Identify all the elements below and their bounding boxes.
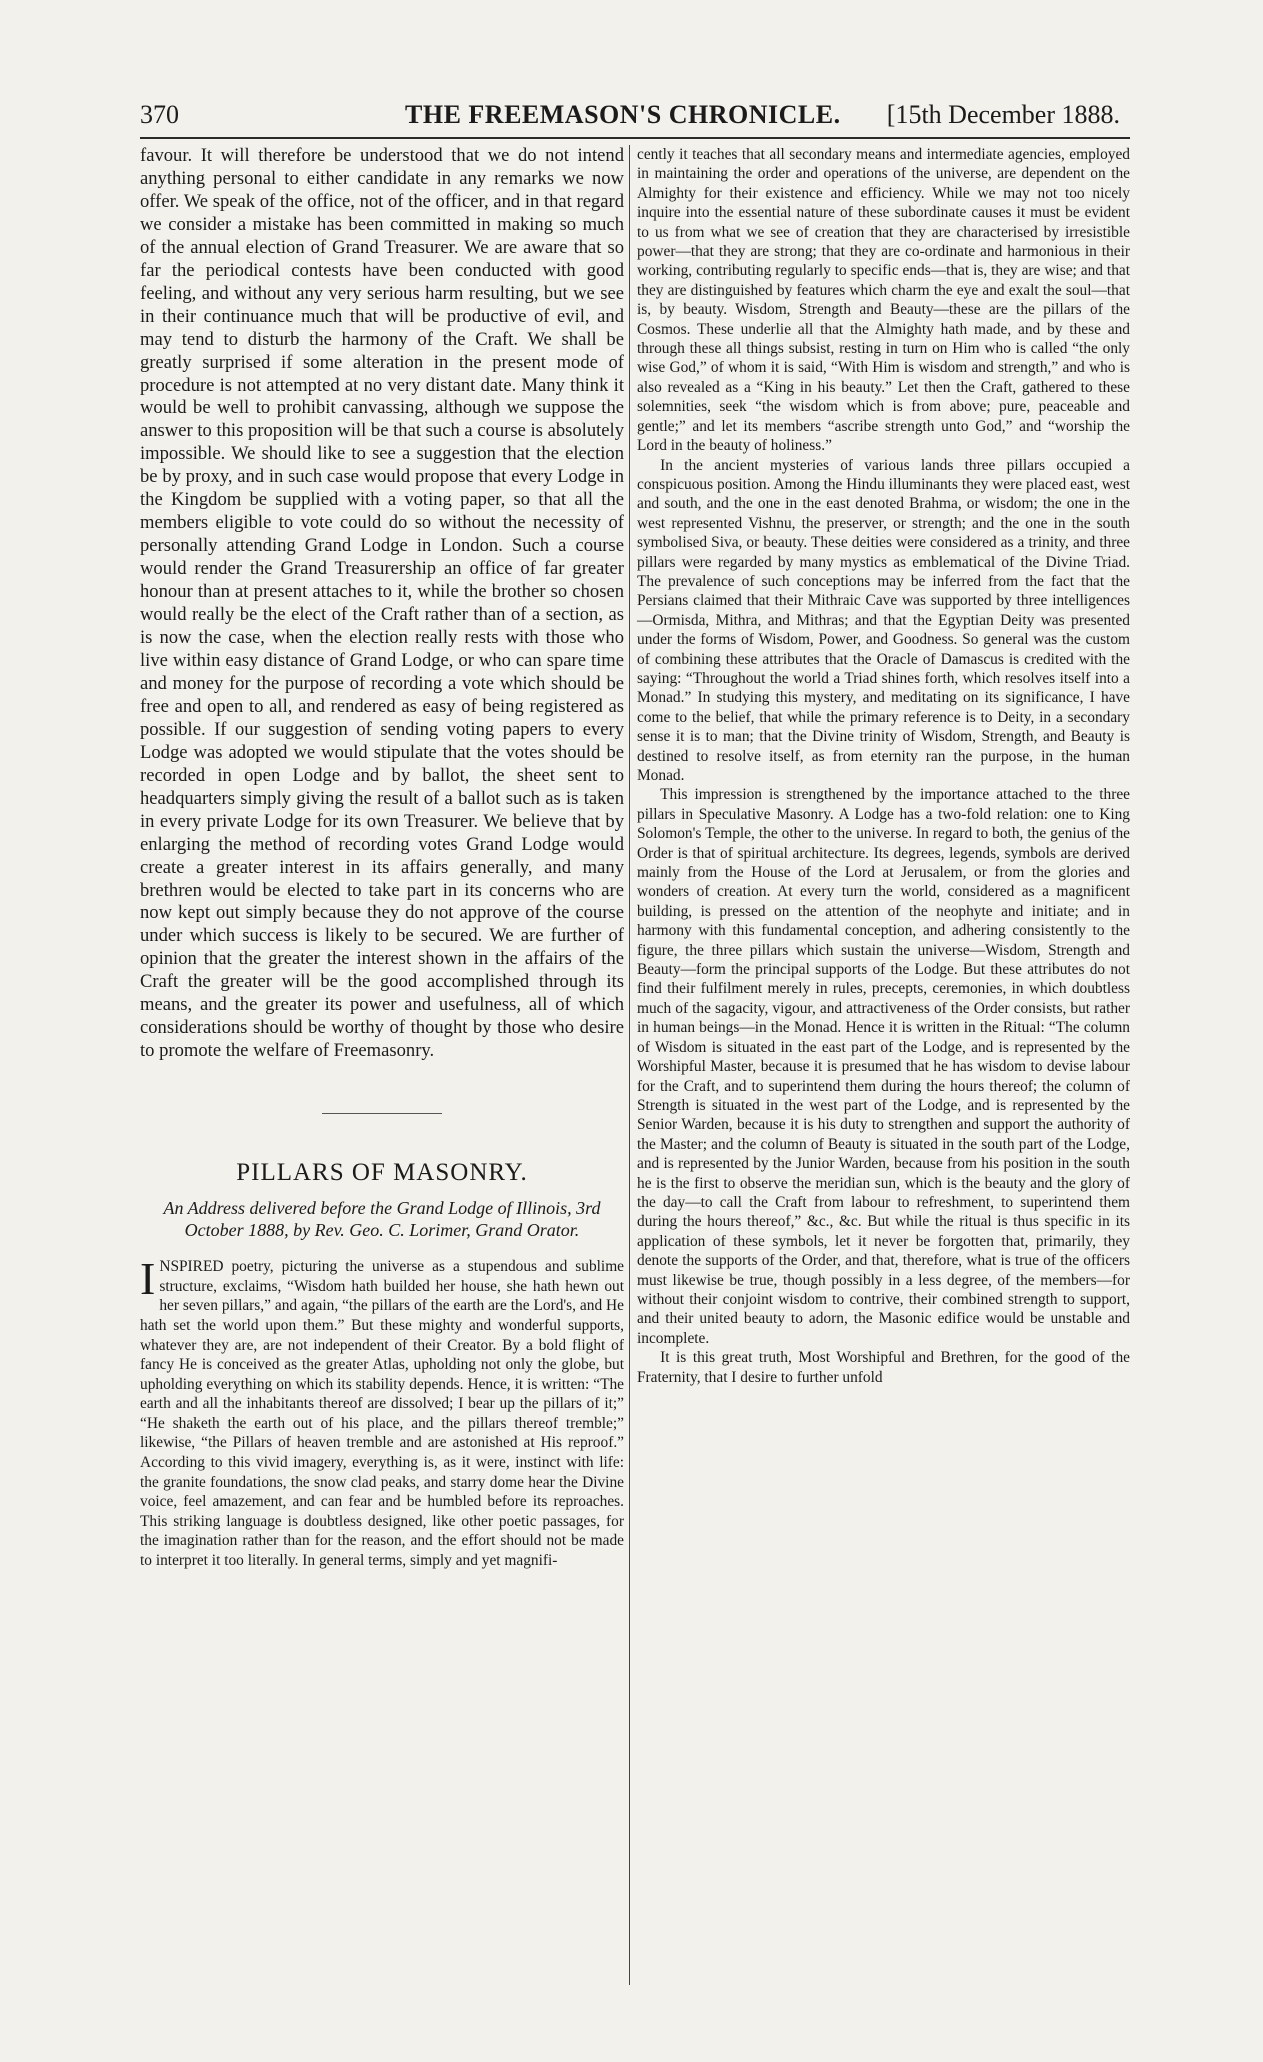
left-column [140, 145, 624, 1571]
paragraph-speculative-masonry: This impression is strengthened by the importance attached to the three pillars in Speculative Masonry. A Lodge has a two-fold relation: one to King Solomon's Temple, the other to the universe. In regard to both, the genius of the Order is that of spiritual architecture. Its degrees, legends, symbols are derived mainly from the House of the Lord at Jerusalem, or from the glories and wonders of creation. At every turn the world, considered as a magnificent building, is pressed on the attention of the neophyte and initiate; and in harmony with this fundamental conception, and adhering consistently to the figure, the three pillars which sustain the universe—Wisdom, Strength and Beauty—form the principal supports of the Lodge. But these attributes do not find their fulfilment merely in rules, precepts, ceremonies, in which doubtless much of the sagacity, vigour, and attractiveness of the Order consists, but rather in human beings—in the Monad. Hence it is written in the Ritual: “The column of Wisdom is situated in the east part of the Lodge, and is represented by the Worshipful Master, because it is presumed that he has wisdom to devise labour for the Craft, and to superintend them during the hours thereof; the column of Strength is situated in the west part of the Lodge, and is represented by the Senior Warden, because it is his duty to strengthen and support the authority of the Master; and the column of Beauty is situated in the south part of the Lodge, and is represented by the Junior Warden, because from his position in the south he is the first to observe the meridian sun, which is the beauty and the glory of the day—to call the Craft from labour to refreshment, to superintend them during the hours thereof,” &c., &c. But while the ritual is thus specific in its application of these symbols, let it never be forgotten that, primarily, they denote the supports of the Order, and that, therefore, what is true of the officers must likewise be true, though possibly in a less degree, of the members—for without their conjoint wisdom to contrive, their combined strength to support, and their united beauty to adorn, the Masonic edifice would be unstable and incomplete. [637, 786, 1130, 1347]
publication-title: THE FREEMASON'S CHRONICLE. [405, 100, 841, 129]
page-header [140, 100, 1130, 134]
article-subtitle: An Address delivered before the Grand Lodge of Illinois, 3rd October 1888, by Rev. Geo. C. Lorimer, Grand Orator. [163, 1198, 601, 1241]
article-paragraph-text: NSPIRED poetry, picturing the universe as a stupendous and sublime structure, exclaims, “Wisdom hath builded her house, she hath hewn out her seven pillars,” and again, “the pillars of the earth are the Lord's, and He hath set the world upon them.” But these mighty and wonderful supports, whatever they are, are not independent of their Creator. By a bold flight of fancy He is conceived as the greater Atlas, upholding not only the globe, but upholding everything on which its stability depends. Hence, it is written: “The earth and all the inhabitants thereof are dissolved; I bear up the pillars of it;” “He shaketh the earth out of his place, and the pillars thereof tremble;” likewise, “the Pillars of heaven tremble and are astonished at His reproof.” According to this vivid imagery, everything is, as it were, instinct with life: the granite foundations, the snow clad peaks, and starry dome hear the Divine voice, feel amazement, and can fear and be humbled before its reproaches. This striking language is doubtless designed, like other poetic passages, for the imagination rather than for the reason, and the effort should not be made to interpret it too literally. In general terms, simply and yet magnifi- [140, 1258, 624, 1570]
paragraph-great-truth: It is this great truth, Most Worshipful and Brethren, for the good of the Fraternity, that I desire to further unfold [637, 1349, 1130, 1386]
page-number: 370 [140, 100, 179, 129]
issue-date: [15th December 1888. [886, 100, 1120, 129]
paragraph-continuation: cently it teaches that all secondary means and intermediate agencies, employed in maintaining the order and operations of the universe, are dependent on the Almighty for their existence and efficiency. While we may not too nicely inquire into the essential nature of these subordinate causes it must be evident to us from what we see of creation that they are characterised by irresistible power—that they are strong; that they are co-ordinate and harmonious in their working, contributing regularly to specific ends—that is, they are wise; and that they are distinguished by features which charm the eye and exalt the soul—that is, by beauty. Wisdom, Strength and Beauty—these are the pillars of the Cosmos. These underlie all that the Almighty hath made, and by these and through these all things subsist, resting in turn on Him who is called “the only wise God,” of whom it is said, “With Him is wisdom and strength,” and who is also revealed as a “King in his beauty.” Let then the Craft, gathered to these solemnities, seek “the wisdom which is from above; pure, peaceable and gentle;” and let its members “ascribe strength unto God,” and “worship the Lord in the beauty of holiness.” [637, 146, 1130, 455]
paragraph-ancient-mysteries: In the ancient mysteries of various lands three pillars occupied a conspicuous position. Among the Hindu illuminants they were placed east, west and south, and the one in the east denoted Brahma, or wisdom; the one in the west represented Vishnu, the preserver, or strength; and the one in the south symbolised Siva, or beauty. These deities were considered as a trinity, and three pillars were regarded by many mystics as emblematical of the Divine Triad. The prevalence of such conceptions may be inferred from the fact that the Persians claimed that their Mithraic Cave was supported by three intelligences—Ormisda, Mithra, and Mithras; and that the Egyptian Deity was presented under the forms of Wisdom, Power, and Goodness. So general was the custom of combining these attributes that the Oracle of Damascus is credited with the saying: “Throughout the world a Triad shines forth, which resolves itself into a Monad.” In studying this mystery, and meditating on its significance, I have come to the belief, that while the primary reference is to Deity, in a secondary sense it is to man; that the Divine trinity of Wisdom, Strength, and Beauty is destined to resolve itself, as from eternity ran the purpose, in the human Monad. [637, 456, 1130, 784]
editorial-paragraph: favour. It will therefore be understood that we do not intend anything personal to either candidate in any remarks we now offer. We speak of the office, not of the officer, and in that regard we consider a mistake has been committed in making so much of the annual election of Grand Treasurer. We are aware that so far the periodical contests have been conducted with good feeling, and without any very serious harm resulting, but we see in their continuance much that will be productive of evil, and may tend to disturb the harmony of the Craft. We shall be greatly surprised if some alteration in the present mode of procedure is not attempted at no very distant date. Many think it would be well to prohibit canvassing, although we suppose the answer to this proposition will be that such a course is absolutely impossible. We should like to see a suggestion that the election be by proxy, and in such case would propose that every Lodge in the Kingdom be supplied with a voting paper, so that all the members eligible to vote could do so without the necessity of personally attending Grand Lodge in London. Such a course would render the Grand Treasurership an office of far greater honour than at present attaches to it, while the brother so chosen would really be the elect of the Craft rather than of a section, as is now the case, when the election really rests with those who live within easy distance of Grand Lodge, or who can spare time and money for the purpose of recording a vote which should be free and open to all, and rendered as easy of being registered as possible. If our suggestion of sending voting papers to every Lodge was adopted we would stipulate that the votes should be recorded in open Lodge and by ballot, the sheet sent to headquarters simply giving the result of a ballot such as is taken in every private Lodge for its own Treasurer. We believe that by enlarging the method of recording votes Grand Lodge would create a greater interest in its affairs generally, and many brethren would be elected to take part in its concerns who are now kept out simply because they do not approve of the course under which success is likely to be secured. We are further of opinion that the greater the interest shown in the affairs of the Craft the greater will be the good accomplished through its means, and the greater its power and usefulness, all of which considerations should be worthy of thought by those who desire to promote the welfare of Freemasonry. [140, 145, 624, 1062]
right-column [637, 145, 1130, 1387]
drop-cap: I [140, 1253, 156, 1305]
section-separator [322, 1113, 442, 1114]
column-divider [629, 145, 630, 1985]
header-rule [140, 137, 1130, 139]
article-title: PILLARS OF MASONRY. [236, 1159, 528, 1187]
article-paragraph [140, 1253, 624, 1571]
